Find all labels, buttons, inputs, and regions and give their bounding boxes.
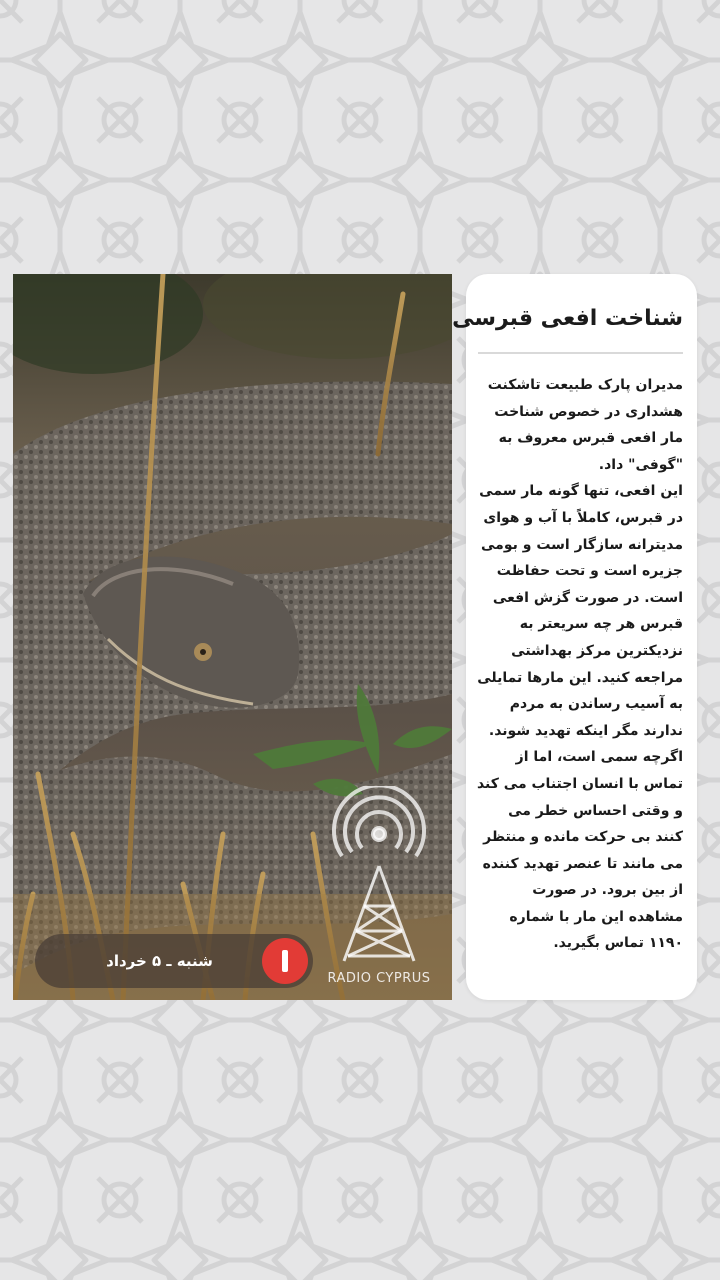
badge-one-icon — [262, 938, 308, 984]
radio-cyprus-watermark — [312, 786, 446, 986]
snake-photo — [13, 274, 452, 1000]
date-label: شنبه ـ ۵ خرداد — [106, 952, 213, 970]
badge-number — [282, 950, 288, 972]
watermark-text: RADIO CYPRUS — [327, 971, 431, 986]
title-divider — [478, 352, 683, 354]
article-paragraph-1: مدیران پارک طبیعت تاشکنت هشداری در خصوص شناخت مار افعی قبرس معروف به "گوفی" داد. — [487, 377, 683, 473]
article-title: شناخت افعی قبرسی — [452, 306, 683, 331]
article-body — [476, 372, 683, 957]
article-card — [452, 274, 697, 1000]
article-paragraph-2: این افعی، تنها گونه مار سمی در قبرس، کاملاً با آب و هوای مدیترانه سازگار است و بومی جزیره است و تحت حفاظت است. در صورت گزش افعی قبرس هر چه سریعتر به نزدیکترین مرکز بهداشتی مراجعه کنید. این مارها تمایلی به آسیب رساندن به مردم ندارند مگر اینکه تهدید شوند. اگرچه سمی است، اما از تماس با انسان اجتناب می کند و وقتی احساس خطر می کنند بی حرکت مانده و منتظر می مانند تا عنصر تهدید کننده از بین برود. در صورت مشاهده این مار با شماره ۱۱۹۰ تماس بگیرید. — [476, 483, 683, 952]
date-pill — [35, 934, 313, 988]
radio-tower-logo-icon — [312, 786, 446, 966]
